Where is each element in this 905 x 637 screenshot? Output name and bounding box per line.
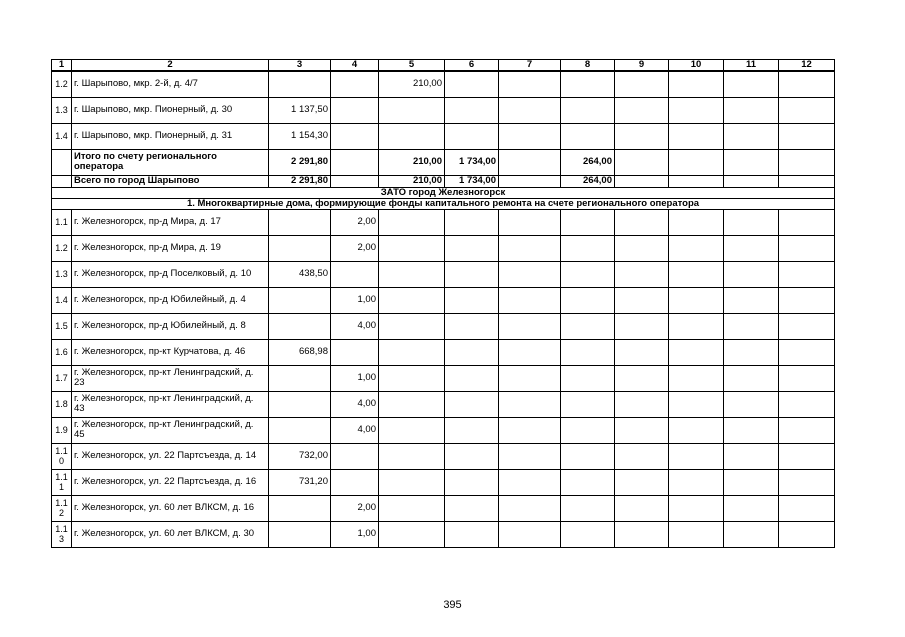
row-number: 1.4 [52, 123, 72, 149]
value-cell [615, 209, 669, 235]
value-cell [669, 469, 724, 495]
value-cell: 210,00 [379, 149, 445, 175]
value-cell [269, 365, 331, 391]
value-cell: 210,00 [379, 175, 445, 187]
value-cell [615, 71, 669, 97]
value-cell: 210,00 [379, 71, 445, 97]
value-cell [669, 287, 724, 313]
value-cell [779, 97, 835, 123]
value-cell [615, 123, 669, 149]
value-cell: 2 291,80 [269, 149, 331, 175]
header-cell: 6 [445, 60, 499, 72]
value-cell [499, 175, 561, 187]
value-cell: 4,00 [331, 391, 379, 417]
row-address: г. Шарыпово, мкр. Пионерный, д. 31 [72, 123, 269, 149]
value-cell [779, 313, 835, 339]
value-cell [724, 123, 779, 149]
subsection-title: 1. Многоквартирные дома, формирующие фонды капитального ремонта на счете регионального оператора [52, 198, 835, 209]
value-cell [445, 287, 499, 313]
value-cell [331, 339, 379, 365]
value-cell: 668,98 [269, 339, 331, 365]
row-address: г. Железногорск, пр-кт Ленинградский, д. 23 [72, 365, 269, 391]
value-cell [445, 417, 499, 443]
value-cell [445, 339, 499, 365]
row-number: 1.3 [52, 261, 72, 287]
table-row [52, 365, 835, 391]
row-address: Итого по счету регионального оператора [72, 149, 269, 175]
value-cell [615, 469, 669, 495]
value-cell [269, 521, 331, 547]
table-row [52, 123, 835, 149]
value-cell: 2,00 [331, 209, 379, 235]
value-cell [379, 123, 445, 149]
value-cell [331, 443, 379, 469]
value-cell [331, 97, 379, 123]
value-cell [379, 443, 445, 469]
value-cell [269, 209, 331, 235]
row-number: 1.6 [52, 339, 72, 365]
section-title: ЗАТО город Железногорск [52, 187, 835, 198]
value-cell [331, 71, 379, 97]
value-cell [615, 417, 669, 443]
value-cell [379, 469, 445, 495]
value-cell [379, 339, 445, 365]
table-row [52, 71, 835, 97]
row-number: 1.7 [52, 365, 72, 391]
value-cell: 264,00 [561, 175, 615, 187]
table-row [52, 209, 835, 235]
value-cell: 1,00 [331, 287, 379, 313]
table-row [52, 391, 835, 417]
row-number: 1.1 [52, 209, 72, 235]
value-cell [615, 235, 669, 261]
header-cell: 10 [669, 60, 724, 72]
row-address: г. Шарыпово, мкр. Пионерный, д. 30 [72, 97, 269, 123]
value-cell [561, 521, 615, 547]
table-row [52, 495, 835, 521]
row-address: г. Железногорск, пр-д Юбилейный, д. 8 [72, 313, 269, 339]
value-cell [779, 235, 835, 261]
row-number: 1.1 3 [52, 521, 72, 547]
value-cell [669, 339, 724, 365]
value-cell [669, 261, 724, 287]
value-cell [445, 235, 499, 261]
value-cell [561, 313, 615, 339]
table-row [52, 235, 835, 261]
value-cell [499, 287, 561, 313]
value-cell [669, 123, 724, 149]
value-cell [669, 175, 724, 187]
value-cell [499, 391, 561, 417]
row-number: 1.8 [52, 391, 72, 417]
table-row [52, 261, 835, 287]
row-number: 1.3 [52, 97, 72, 123]
value-cell [615, 365, 669, 391]
value-cell [499, 235, 561, 261]
row-address: г. Железногорск, пр-кт Ленинградский, д. 43 [72, 391, 269, 417]
value-cell [724, 313, 779, 339]
value-cell [445, 443, 499, 469]
value-cell: 2,00 [331, 235, 379, 261]
value-cell [499, 313, 561, 339]
value-cell [331, 149, 379, 175]
value-cell [779, 521, 835, 547]
table-row [52, 97, 835, 123]
value-cell [445, 123, 499, 149]
value-cell [499, 417, 561, 443]
header-cell: 11 [724, 60, 779, 72]
value-cell [724, 365, 779, 391]
value-cell [379, 391, 445, 417]
value-cell [561, 443, 615, 469]
row-address: г. Железногорск, пр-д Поселковый, д. 10 [72, 261, 269, 287]
value-cell [331, 123, 379, 149]
value-cell: 731,20 [269, 469, 331, 495]
row-address: г. Железногорск, ул. 22 Партсъезда, д. 16 [72, 469, 269, 495]
value-cell [779, 417, 835, 443]
table-row [52, 149, 835, 175]
value-cell [269, 287, 331, 313]
value-cell [561, 391, 615, 417]
value-cell [669, 209, 724, 235]
value-cell [779, 495, 835, 521]
value-cell [561, 287, 615, 313]
row-number: 1.9 [52, 417, 72, 443]
value-cell [499, 209, 561, 235]
value-cell: 1 734,00 [445, 175, 499, 187]
value-cell [561, 71, 615, 97]
table-row [52, 287, 835, 313]
value-cell [669, 417, 724, 443]
value-cell [445, 209, 499, 235]
value-cell: 4,00 [331, 313, 379, 339]
value-cell [669, 521, 724, 547]
value-cell [445, 97, 499, 123]
value-cell [779, 209, 835, 235]
value-cell [724, 261, 779, 287]
value-cell [561, 495, 615, 521]
value-cell [669, 235, 724, 261]
value-cell [445, 71, 499, 97]
row-address: Всего по город Шарыпово [72, 175, 269, 187]
header-cell: 4 [331, 60, 379, 72]
value-cell [724, 149, 779, 175]
value-cell [499, 365, 561, 391]
value-cell [724, 235, 779, 261]
value-cell [779, 339, 835, 365]
header-cell: 7 [499, 60, 561, 72]
value-cell [379, 313, 445, 339]
value-cell [561, 97, 615, 123]
table-row [52, 339, 835, 365]
value-cell [669, 97, 724, 123]
table-row [52, 469, 835, 495]
row-address: г. Железногорск, пр-кт Курчатова, д. 46 [72, 339, 269, 365]
value-cell [379, 235, 445, 261]
value-cell [615, 261, 669, 287]
value-cell [724, 469, 779, 495]
value-cell [779, 261, 835, 287]
value-cell [269, 495, 331, 521]
value-cell: 1 154,30 [269, 123, 331, 149]
table-row [52, 175, 835, 187]
row-address: г. Шарыпово, мкр. 2-й, д. 4/7 [72, 71, 269, 97]
value-cell [379, 209, 445, 235]
value-cell [615, 287, 669, 313]
value-cell [269, 391, 331, 417]
value-cell [561, 365, 615, 391]
value-cell: 732,00 [269, 443, 331, 469]
value-cell [499, 443, 561, 469]
value-cell [669, 71, 724, 97]
value-cell: 2,00 [331, 495, 379, 521]
value-cell [615, 443, 669, 469]
value-cell [561, 235, 615, 261]
value-cell: 4,00 [331, 417, 379, 443]
value-cell [779, 391, 835, 417]
value-cell [269, 313, 331, 339]
value-cell [379, 417, 445, 443]
value-cell [499, 495, 561, 521]
row-address: г. Железногорск, пр-д Мира, д. 19 [72, 235, 269, 261]
value-cell [669, 495, 724, 521]
value-cell [445, 261, 499, 287]
row-number: 1.1 2 [52, 495, 72, 521]
header-cell: 2 [72, 60, 269, 72]
row-number: 1.4 [52, 287, 72, 313]
value-cell [724, 287, 779, 313]
value-cell [724, 391, 779, 417]
value-cell: 2 291,80 [269, 175, 331, 187]
value-cell: 1,00 [331, 521, 379, 547]
value-cell [561, 261, 615, 287]
value-cell [445, 313, 499, 339]
value-cell [669, 443, 724, 469]
row-number: 1.2 [52, 235, 72, 261]
value-cell [615, 175, 669, 187]
header-cell: 1 [52, 60, 72, 72]
value-cell [379, 97, 445, 123]
value-cell [499, 97, 561, 123]
value-cell [724, 209, 779, 235]
value-cell [724, 339, 779, 365]
header-cell: 8 [561, 60, 615, 72]
value-cell [445, 495, 499, 521]
row-address: г. Железногорск, ул. 22 Партсъезда, д. 14 [72, 443, 269, 469]
row-address: г. Железногорск, пр-д Юбилейный, д. 4 [72, 287, 269, 313]
value-cell [331, 175, 379, 187]
value-cell [379, 521, 445, 547]
value-cell [615, 521, 669, 547]
value-cell [561, 209, 615, 235]
value-cell [445, 391, 499, 417]
subsection-row [52, 198, 835, 209]
value-cell [669, 149, 724, 175]
header-cell: 12 [779, 60, 835, 72]
value-cell [779, 287, 835, 313]
table-row [52, 417, 835, 443]
row-address: г. Железногорск, пр-кт Ленинградский, д. 45 [72, 417, 269, 443]
table-row [52, 313, 835, 339]
value-cell [615, 97, 669, 123]
value-cell [561, 339, 615, 365]
page-number: 395 [443, 599, 462, 611]
value-cell [379, 287, 445, 313]
value-cell [779, 175, 835, 187]
value-cell [445, 521, 499, 547]
row-number [52, 149, 72, 175]
value-cell [331, 469, 379, 495]
data-table [51, 59, 835, 548]
value-cell: 264,00 [561, 149, 615, 175]
value-cell [445, 365, 499, 391]
table-row [52, 521, 835, 547]
value-cell [331, 261, 379, 287]
value-cell [269, 71, 331, 97]
value-cell [615, 149, 669, 175]
value-cell [724, 495, 779, 521]
value-cell [561, 123, 615, 149]
value-cell: 438,50 [269, 261, 331, 287]
section-row [52, 187, 835, 198]
row-address: г. Железногорск, пр-д Мира, д. 17 [72, 209, 269, 235]
value-cell [499, 261, 561, 287]
value-cell [379, 261, 445, 287]
value-cell [779, 365, 835, 391]
value-cell [779, 469, 835, 495]
value-cell [379, 365, 445, 391]
row-number: 1.1 1 [52, 469, 72, 495]
value-cell [724, 71, 779, 97]
value-cell [669, 365, 724, 391]
value-cell: 1 734,00 [445, 149, 499, 175]
row-address: г. Железногорск, ул. 60 лет ВЛКСМ, д. 16 [72, 495, 269, 521]
header-cell: 9 [615, 60, 669, 72]
value-cell [499, 339, 561, 365]
value-cell [779, 443, 835, 469]
table-header-row [52, 60, 835, 72]
value-cell: 1 137,50 [269, 97, 331, 123]
value-cell [779, 123, 835, 149]
value-cell [499, 71, 561, 97]
value-cell [499, 469, 561, 495]
value-cell [724, 521, 779, 547]
value-cell [724, 417, 779, 443]
value-cell [615, 339, 669, 365]
value-cell [724, 97, 779, 123]
row-number [52, 175, 72, 187]
value-cell [561, 469, 615, 495]
value-cell [445, 469, 499, 495]
header-cell: 3 [269, 60, 331, 72]
value-cell [669, 313, 724, 339]
value-cell [499, 149, 561, 175]
value-cell [779, 71, 835, 97]
table-row [52, 443, 835, 469]
value-cell [269, 235, 331, 261]
value-cell [724, 175, 779, 187]
value-cell [269, 417, 331, 443]
row-number: 1.2 [52, 71, 72, 97]
value-cell [499, 521, 561, 547]
value-cell [379, 495, 445, 521]
row-number: 1.5 [52, 313, 72, 339]
value-cell [669, 391, 724, 417]
value-cell [615, 313, 669, 339]
value-cell [724, 443, 779, 469]
value-cell [499, 123, 561, 149]
value-cell [561, 417, 615, 443]
value-cell [615, 391, 669, 417]
value-cell [779, 149, 835, 175]
header-cell: 5 [379, 60, 445, 72]
row-number: 1.1 0 [52, 443, 72, 469]
value-cell: 1,00 [331, 365, 379, 391]
row-address: г. Железногорск, ул. 60 лет ВЛКСМ, д. 30 [72, 521, 269, 547]
value-cell [615, 495, 669, 521]
